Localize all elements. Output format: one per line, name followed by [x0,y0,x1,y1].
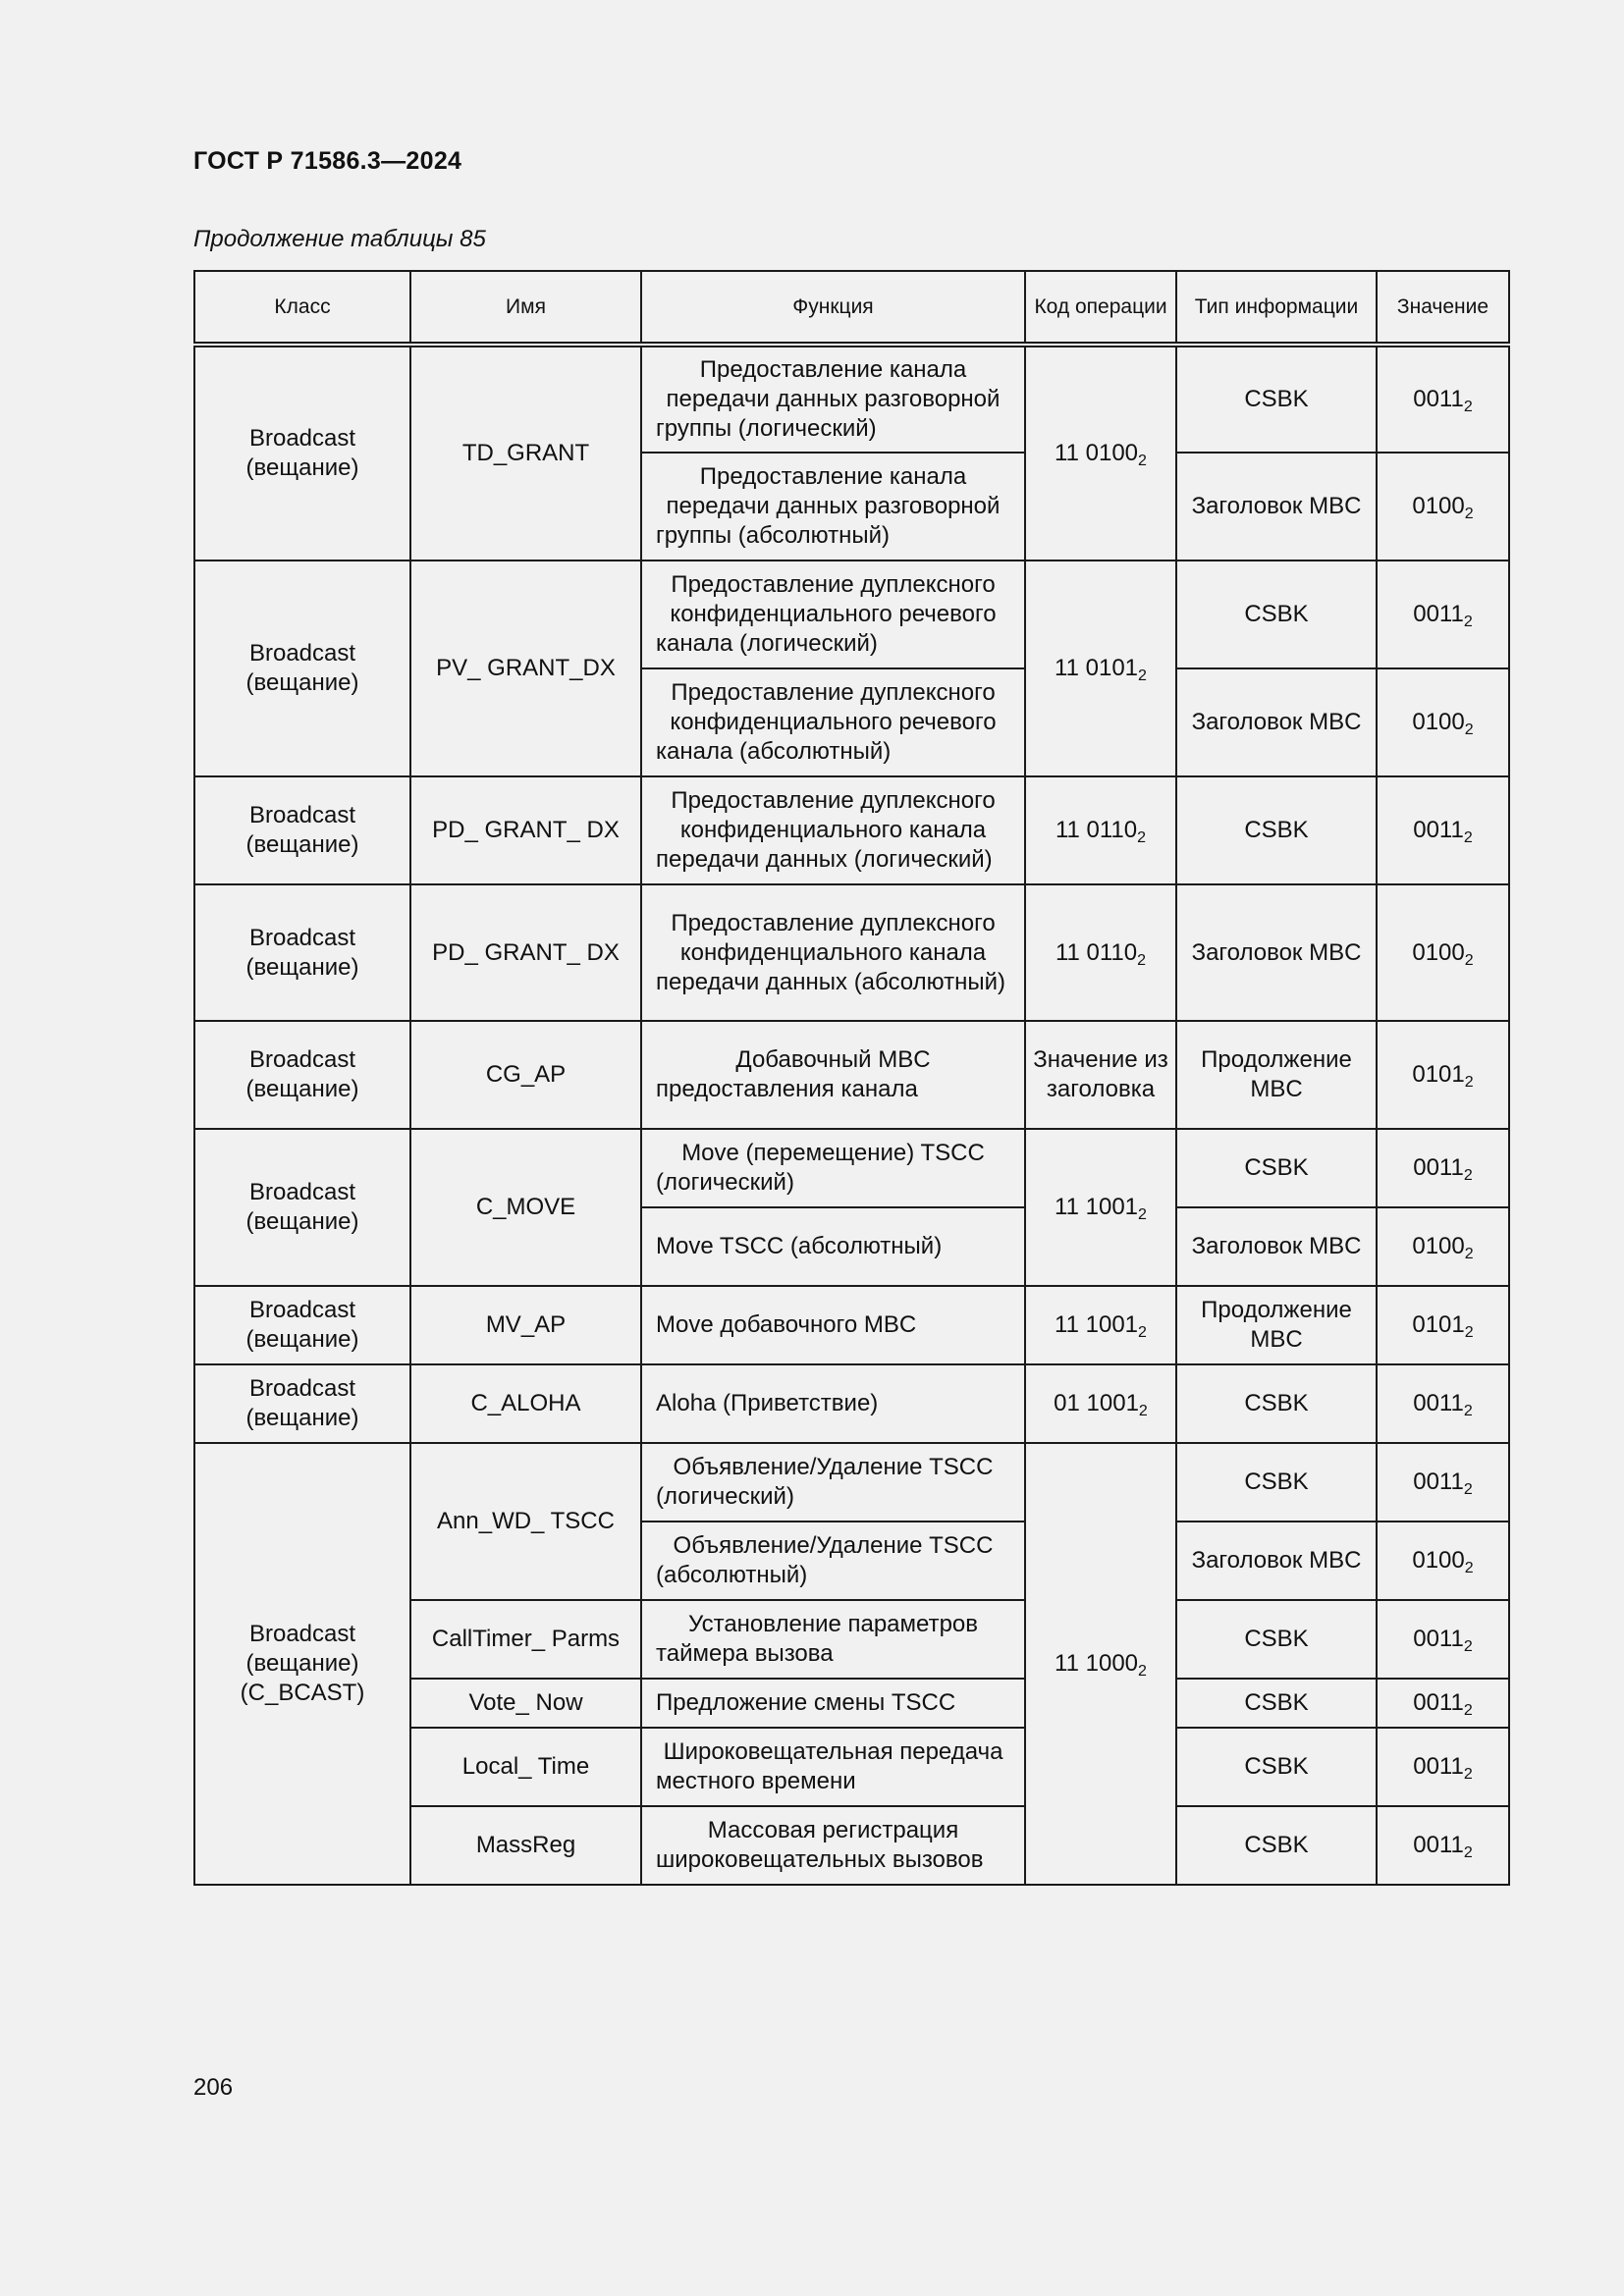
class-cell: Broadcast (вещание) [194,345,410,561]
name-cell: TD_GRANT [410,345,641,561]
function-cell: Aloha (Приветствие) [641,1364,1025,1443]
class-cell: Broadcast (вещание) [194,1129,410,1286]
opcode-text: 11 1001 [1055,1194,1139,1220]
value-text: 0011 [1413,601,1464,627]
opcode-text: 11 1001 [1055,1311,1139,1338]
info-type-cell: CSBK [1176,776,1377,884]
subscript: 2 [1464,951,1474,969]
info-type-cell: Заголовок MBC [1176,453,1377,561]
header-name: Имя [410,271,641,345]
table-row [194,1129,1509,1207]
value-cell [1377,1679,1509,1728]
subscript: 2 [1464,1560,1474,1576]
info-type-cell: CSBK [1176,345,1377,453]
opcode-cell [1025,776,1176,884]
header-value: Значение [1377,271,1509,345]
subscript: 2 [1463,1844,1473,1861]
name-cell: PD_ GRANT_ DX [410,776,641,884]
opcode-cell [1025,1443,1176,1885]
info-type-cell: Заголовок MBC [1176,668,1377,776]
value-text: 0011 [1413,1689,1464,1716]
value-cell [1377,1600,1509,1679]
value-cell [1377,1021,1509,1129]
info-type-cell: CSBK [1176,1129,1377,1207]
value-cell [1377,561,1509,668]
value-text: 0011 [1413,1468,1464,1495]
subscript: 2 [1138,1663,1147,1680]
function-cell: Предоставление канала передачи данных разговорной группы (логический) [641,345,1025,453]
value-cell [1377,1207,1509,1286]
opcode-cell [1025,884,1176,1021]
subscript: 2 [1463,1403,1473,1419]
value-text: 0100 [1412,938,1465,966]
table-row [194,776,1509,884]
value-text: 0101 [1412,1061,1465,1088]
info-type-cell: CSBK [1176,1679,1377,1728]
subscript: 2 [1138,667,1147,684]
function-cell: Добавочный MBC предоставления канала [641,1021,1025,1129]
value-cell [1377,1522,1509,1600]
name-cell: CallTimer_ Parms [410,1600,641,1679]
info-type-cell: Заголовок MBC [1176,884,1377,1021]
value-text: 0011 [1413,1626,1464,1652]
opcode-cell [1025,1129,1176,1286]
function-cell: Предоставление дуплексного конфиденциального канала передачи данных (абсолютный) [641,884,1025,1021]
function-cell: Предоставление дуплексного конфиденциального речевого канала (логический) [641,561,1025,668]
subscript: 2 [1137,951,1147,969]
value-text: 0011 [1413,1753,1464,1780]
value-text: 0011 [1413,1832,1464,1858]
value-text: 0011 [1413,817,1464,843]
name-cell: C_ALOHA [410,1364,641,1443]
function-cell: Широковещательная передача местного времени [641,1728,1025,1806]
function-cell: Move TSCC (абсолютный) [641,1207,1025,1286]
subscript: 2 [1463,1167,1473,1184]
subscript: 2 [1463,399,1473,415]
subscript: 2 [1464,721,1474,738]
opcode-cell: Значение из заголовка [1025,1021,1176,1129]
opcode-text: 11 0110 [1055,817,1138,843]
name-cell: Vote_ Now [410,1679,641,1728]
subscript: 2 [1463,1766,1473,1783]
function-cell: Установление параметров таймера вызова [641,1600,1025,1679]
info-type-cell: Продолжение MBC [1176,1286,1377,1364]
class-cell: Broadcast (вещание) [194,1286,410,1364]
class-cell: Broadcast (вещание) [194,884,410,1021]
info-type-cell: Заголовок MBC [1176,1522,1377,1600]
table-row [194,345,1509,453]
function-cell: Объявление/Удаление TSCC (логический) [641,1443,1025,1522]
subscript: 2 [1138,1403,1148,1419]
value-text: 0100 [1412,493,1465,519]
value-text: 0011 [1413,1390,1464,1416]
subscript: 2 [1138,1324,1147,1341]
page-number: 206 [193,2074,234,2101]
table-row [194,1443,1509,1522]
document-header: ГОСТ Р 71586.3—2024 [193,147,462,175]
value-text: 0011 [1413,1154,1464,1181]
value-text: 0101 [1412,1311,1465,1338]
class-cell: Broadcast (вещание) (C_BCAST) [194,1443,410,1885]
class-cell: Broadcast (вещание) [194,561,410,776]
info-type-cell: CSBK [1176,1728,1377,1806]
value-cell [1377,1286,1509,1364]
name-cell: Ann_WD_ TSCC [410,1443,641,1600]
class-cell: Broadcast (вещание) [194,1364,410,1443]
info-type-cell: CSBK [1176,561,1377,668]
opcode-cell [1025,1286,1176,1364]
opcode-text: 11 0100 [1055,440,1139,466]
class-cell: Broadcast (вещание) [194,776,410,884]
name-cell: PD_ GRANT_ DX [410,884,641,1021]
name-cell: CG_AP [410,1021,641,1129]
info-type-cell: CSBK [1176,1806,1377,1885]
value-cell [1377,345,1509,453]
subscript: 2 [1463,614,1473,630]
function-cell: Объявление/Удаление TSCC (абсолютный) [641,1522,1025,1600]
function-cell: Предоставление канала передачи данных разговорной группы (абсолютный) [641,453,1025,561]
subscript: 2 [1137,829,1147,846]
function-cell: Массовая регистрация широковещательных вызовов [641,1806,1025,1885]
header-class: Класс [194,271,410,345]
opcode-text: 11 0110 [1055,938,1138,966]
subscript: 2 [1463,1638,1473,1655]
value-cell [1377,884,1509,1021]
table-header-row [194,271,1509,345]
name-cell: MV_AP [410,1286,641,1364]
subscript: 2 [1463,1481,1473,1498]
name-cell: PV_ GRANT_DX [410,561,641,776]
name-cell: MassReg [410,1806,641,1885]
class-cell: Broadcast (вещание) [194,1021,410,1129]
table-row [194,1021,1509,1129]
value-text: 0100 [1412,1547,1465,1574]
info-type-cell: CSBK [1176,1600,1377,1679]
value-cell [1377,1129,1509,1207]
opcode-cell [1025,1364,1176,1443]
subscript: 2 [1463,1702,1473,1719]
info-type-cell: CSBK [1176,1443,1377,1522]
value-text: 0011 [1413,386,1464,412]
function-cell: Предоставление дуплексного конфиденциального канала передачи данных (логический) [641,776,1025,884]
subscript: 2 [1464,506,1474,522]
opcode-text: 11 1000 [1055,1650,1139,1677]
table-row [194,884,1509,1021]
opcode-text: 11 0101 [1055,655,1139,681]
value-text: 0100 [1412,1233,1465,1259]
subscript: 2 [1464,1324,1474,1341]
name-cell: C_MOVE [410,1129,641,1286]
info-type-cell: CSBK [1176,1364,1377,1443]
subscript: 2 [1138,453,1147,469]
value-cell [1377,1806,1509,1885]
function-cell: Move (перемещение) TSCC (логический) [641,1129,1025,1207]
subscript: 2 [1464,1246,1474,1262]
opcode-cell [1025,345,1176,561]
header-info-type: Тип информации [1176,271,1377,345]
function-cell: Предложение смены TSCC [641,1679,1025,1728]
value-cell [1377,668,1509,776]
value-cell [1377,1364,1509,1443]
table-row [194,561,1509,668]
function-cell: Move добавочного MBC [641,1286,1025,1364]
subscript: 2 [1464,1074,1474,1091]
info-type-cell: Заголовок MBC [1176,1207,1377,1286]
opcode-text: 01 1001 [1054,1390,1139,1416]
value-cell [1377,1728,1509,1806]
subscript: 2 [1138,1206,1147,1223]
value-cell [1377,453,1509,561]
header-opcode: Код операции [1025,271,1176,345]
value-cell [1377,1443,1509,1522]
info-type-cell: Продолжение MBC [1176,1021,1377,1129]
function-cell: Предоставление дуплексного конфиденциального речевого канала (абсолютный) [641,668,1025,776]
name-cell: Local_ Time [410,1728,641,1806]
table-row [194,1286,1509,1364]
gost-table [193,270,1510,1886]
opcode-cell [1025,561,1176,776]
subscript: 2 [1463,829,1473,846]
header-function: Функция [641,271,1025,345]
value-text: 0100 [1412,709,1465,735]
value-cell [1377,776,1509,884]
table-caption: Продолжение таблицы 85 [193,226,486,252]
table-row [194,1364,1509,1443]
